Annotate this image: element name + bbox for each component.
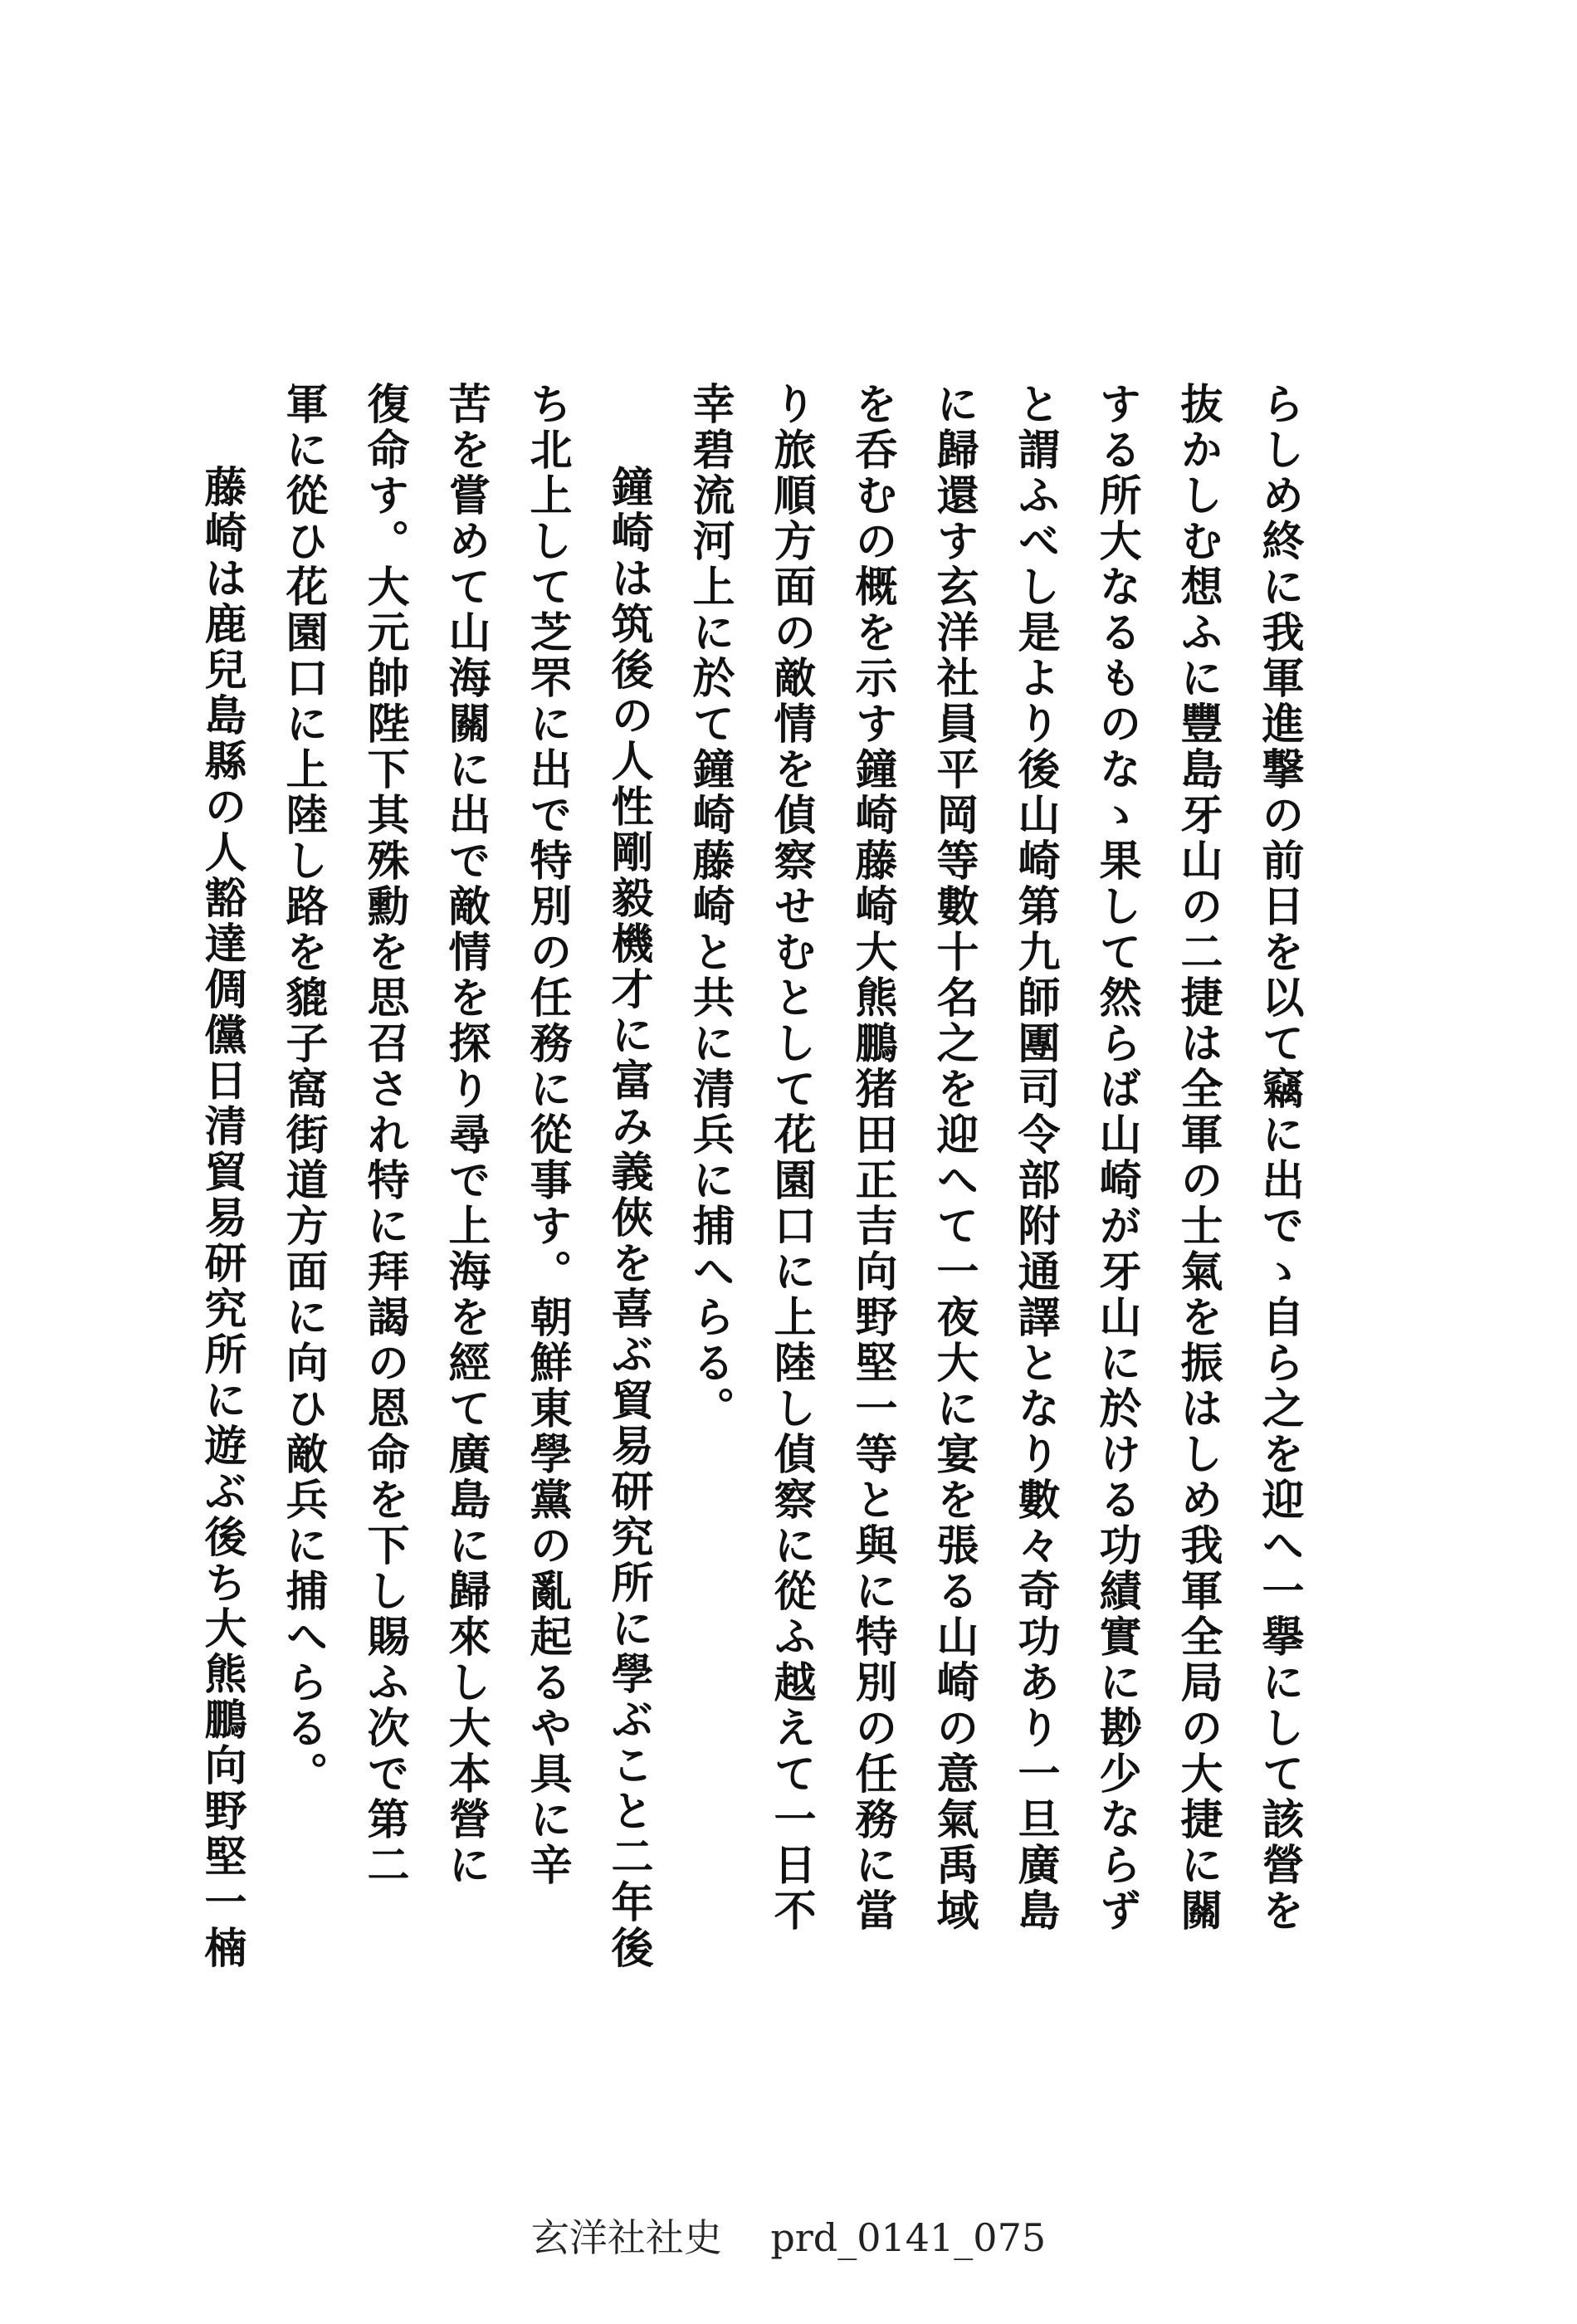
text-column: 苦を嘗めて山海關に出で敵情を探り尋で上海を經て廣島に歸來し大本營に <box>441 382 491 1888</box>
text-column: に歸還す玄洋社員平岡等數十名之を迎へて一夜大に宴を張る山崎の意氣禹域 <box>929 382 979 1934</box>
text-column: らしめ終に我軍進撃の前日を以て竊に出でゝ自ら之を迎へ一擧にして該營を <box>1254 382 1304 1934</box>
text-column: 鐘崎は筑後の人性剛毅機才に富み義俠を喜ぶ貿易研究所に學ぶこと二年後 <box>603 465 653 1971</box>
text-column: 軍に從ひ花園口に上陸し路を貔子窩街道方面に向ひ敵兵に捕へらる。 <box>278 382 328 1797</box>
text-column: ち北上して芝罘に出で特別の任務に從事す。朝鮮東學黨の亂起るや具に辛 <box>522 382 572 1888</box>
text-column: 抜かしむ想ふに豐島牙山の二捷は全軍の士氣を振はしめ我軍全局の大捷に關 <box>1173 382 1223 1934</box>
text-column: する所大なるものなゝ果して然らば山崎が牙山に於ける功績實に尠少ならず <box>1091 382 1141 1934</box>
text-column: 復命す。大元帥陛下其殊勳を思召され特に拜謁の恩命を下し賜ふ次で第二 <box>359 382 409 1888</box>
text-column: 幸碧流河上に於て鐘崎藤崎と共に清兵に捕へらる。 <box>685 382 735 1432</box>
text-column: と謂ふべし是より後山崎第九師團司令部附通譯となり數々奇功あり一旦廣島 <box>1010 382 1060 1934</box>
text-column: り旅順方面の敵情を偵察せむとして花園口に上陸し偵察に從ふ越えて一日不 <box>766 382 816 1934</box>
text-column: を呑むの概を示す鐘崎藤崎大熊鵬猪田正吉向野堅一等と與に特別の任務に當 <box>847 382 897 1934</box>
text-column: 藤崎は鹿兒島縣の人豁達倜儻日清貿易研究所に遊ぶ後ち大熊鵬向野堅一楠 <box>197 465 247 1971</box>
page-footer: 玄洋社社史 prd_0141_075 <box>530 2215 1047 2260</box>
vertical-text-block <box>197 382 1320 2009</box>
